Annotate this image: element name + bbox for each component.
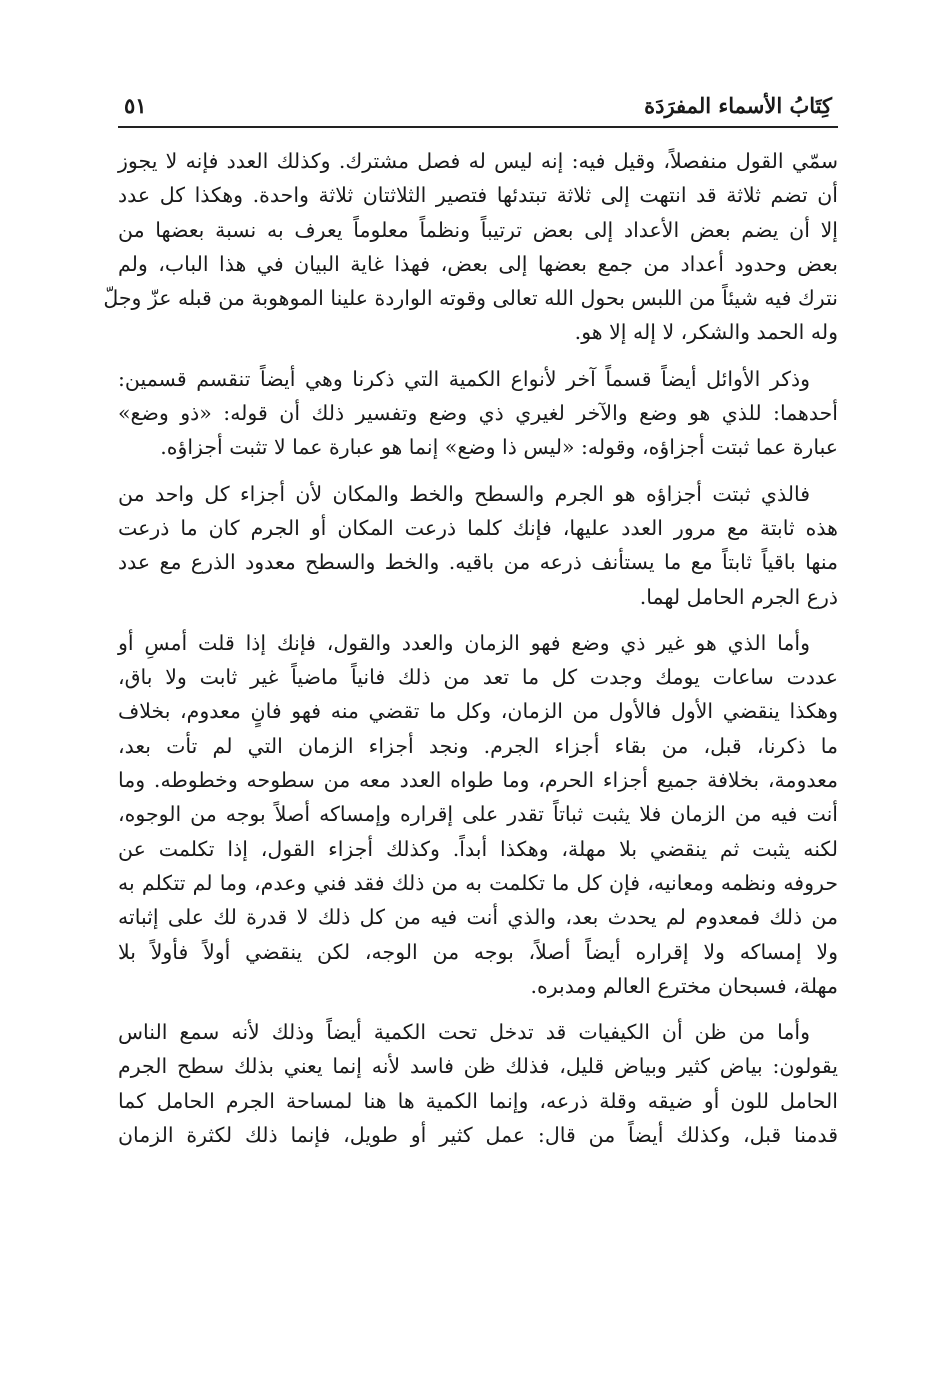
- text-line: عبارة عما ثبتت أجزاؤه، وقوله: «ليس ذا وضع» إنما هو عبارة عما لا تثبت أجزاؤه.: [160, 435, 838, 460]
- text-line: بعض وحدود أعداد من جمع بعضها إلى بعض، فهذا غاية البيان في هذا الباب، ولم: [118, 251, 838, 276]
- text-line: ذرع الجرم الحامل لهما.: [639, 584, 838, 609]
- text-line: وذكر الأوائل أيضاً قسماً آخر لأنواع الكمية التي ذكرنا وهي أيضاً تنقسم قسمين:: [118, 366, 810, 391]
- text-line: إلا أن يضم بعض الأعداد إلى بعض ترتيباً ونظماً معلوماً يعرف به نسبة بعضها من: [118, 217, 838, 242]
- text-line: الحامل للون أو ضيقه وقلة ذرعه، وإنما الكمية ها هنا لمساحة الجرم الحامل كما: [118, 1088, 838, 1113]
- text-line: ما ذكرنا، قبل، من بقاء أجزاء الجرم. ونجد أجزاء الزمان التي لم تأت بعد،: [118, 733, 838, 758]
- text-line: هذه ثابتة مع مرور العدد عليها، فإنك كلما ذرعت المكان أو الجرم كان ما ذرعت: [118, 515, 838, 540]
- text-line: وأما من ظن أن الكيفيات قد تدخل تحت الكمية أيضاً وذلك لأنه سمع الناس: [118, 1020, 810, 1045]
- paragraph: [118, 477, 838, 614]
- text-line: مهلة، فسبحان مخترع العالم ومدبره.: [530, 973, 838, 998]
- text-line: يقولون: بياض كثير وبياض قليل، فذلك ظن فاسد لأنه إنما يعني بذلك سطح الجرم: [118, 1054, 838, 1079]
- text-line: من ذلك فمعدوم لم يحدث بعد، والذي أنت فيه من كل ذلك لا قدرة لك على إثباته: [118, 905, 838, 930]
- text-line: لكنه يثبت ثم ينقضي بلا مهلة، وهكذا أبداً. وكذلك أجزاء القول، إذا تكلمت عن: [118, 836, 838, 861]
- text-line: سمّي القول منفصلاً، وقيل فيه: إنه ليس له فصل مشترك. وكذلك العدد فإنه لا يجوز: [118, 149, 838, 173]
- text-line: معدومة، بخلافة جميع أجزاء الحرم، وما طواه العدد معه من سطوحه وخطوطه. وما: [118, 768, 838, 793]
- book-title: كِتَابُ الأسماء المفرَدَة: [644, 93, 832, 118]
- paragraph: [118, 626, 838, 1003]
- text-line: وهكذا ينقضي الأول فالأول من الزمان، وكل ما تقضي منه فهو فانٍ معدوم، بخلاف: [118, 699, 838, 724]
- text-line: منها باقياً ثابتاً مع ما يستأنف ذرعه من باقيه. والخط والسطح معدود الذرع مع عدد: [118, 550, 838, 575]
- book-page: [103, 88, 838, 1152]
- text-line: عددت ساعات يومك وجدت كل ما تعد من ذلك فانياً ماضياً غير ثابت ولا باق،: [118, 665, 838, 690]
- text-line: ولا إمساكه ولا إقراره أيضاً أصلاً، بوجه من الوجه، لكن ينقضي أولاً فأولاً بلا: [118, 939, 838, 964]
- text-line: وأما الذي هو غير ذي وضع فهو الزمان والعدد والقول، فإنك إذا قلت أمسِ أو: [118, 630, 810, 655]
- text-line: أنت فيه من الزمان فلا يثبت ثباتاً تقدر على إقراره وإمساكه أصلاً بوجه من الوجوه،: [118, 802, 838, 827]
- paragraph: [118, 362, 838, 465]
- text-line: نترك فيه شيئاً من اللبس بحول الله تعالى وقوته الواردة علينا الموهوبة من قبله عزّ وجلّ: [103, 286, 838, 311]
- running-header: [118, 88, 838, 118]
- paragraph: [103, 144, 838, 350]
- page-number: ٥١: [124, 93, 147, 118]
- paragraph: [118, 1015, 838, 1152]
- text-line: قدمنا قبل، وكذلك أيضاً من قال: عمل كثير أو طويل، فإنما ذلك لكثرة الزمان: [118, 1123, 838, 1148]
- header-rule: [118, 126, 838, 128]
- text-line: حروفه ونظمه ومعانيه، فإن كل ما تكلمت به من ذلك فقد فني وعدم، وما لم تتكلم به: [118, 870, 838, 895]
- text-line: أن تضم ثلاثة قد انتهت إلى ثلاثة تبتدئها فتصير الثلاثتان ثلاثة واحدة. وهكذا كل عدد: [118, 183, 838, 208]
- text-line: أحدهما: للذي هو وضع والآخر لغيري ذي وضع وتفسير ذلك أن قوله: «ذو وضع»: [118, 401, 838, 426]
- body-text: [103, 144, 838, 1152]
- text-line: وله الحمد والشكر، لا إله إلا هو.: [574, 320, 838, 345]
- text-line: فالذي ثبتت أجزاؤه هو الجرم والسطح والخط والمكان لأن أجزاء كل واحد من: [118, 481, 810, 506]
